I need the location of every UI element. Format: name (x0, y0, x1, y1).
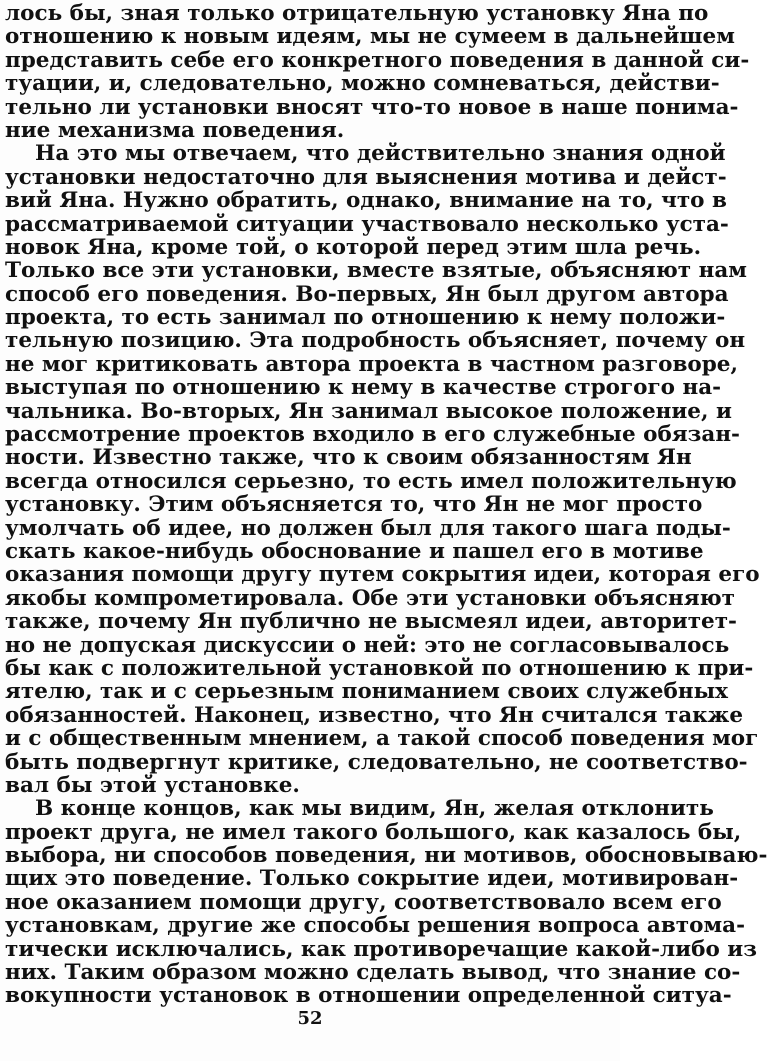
text-line: чальника. Во-вторых, Ян занимал высокое положение, и (5, 398, 732, 424)
text-line: не мог критиковать автора проекта в частном разговоре, (5, 351, 738, 377)
text-line: ное оказанием помощи другу, соответствовало всем его (5, 889, 722, 915)
text-line: также, почему Ян публично не высмеял идеи, авторитет- (5, 609, 737, 635)
text-line: рассматриваемой ситуации участвовало несколько уста- (5, 211, 729, 237)
text-line: умолчать об идее, но должен был для такого шага поды- (5, 515, 731, 541)
text-line: установки недостаточно для выяснения мотива и дейст- (5, 164, 727, 190)
text-line: туации, и, следовательно, можно сомневаться, действи- (5, 71, 720, 97)
text-line: проект друга, не имел такого большого, как казалось бы, (5, 819, 742, 845)
text-line: всегда относился серьезно, то есть имел положительную (5, 468, 737, 494)
text-line: новок Яна, кроме той, о которой перед этим шла речь. (5, 234, 702, 260)
text-line: вокупности установок в отношении определенной ситуа- (5, 983, 732, 1009)
text-line: выбора, ни способов поведения, ни мотивов, обосновываю- (5, 843, 767, 869)
text-line: выступая по отношению к нему в качестве строгого на- (5, 375, 722, 401)
text-line: ние механизма поведения. (5, 117, 345, 143)
text-line: ятелю, так и с серьезным пониманием своих служебных (5, 679, 728, 705)
text-line: лось бы, зная только отрицательную установку Яна по (5, 1, 709, 26)
text-line: тически исключались, как противоречащие какой-либо из (5, 936, 757, 962)
text-line: вий Яна. Нужно обратить, однако, внимание на то, что в (5, 188, 727, 214)
text-line: установкам, другие же способы решения вопроса автома- (5, 913, 745, 939)
body-text (5, 1, 767, 1009)
text-line: щих это поведение. Только сокрытие идеи, мотивирован- (5, 866, 739, 892)
text-line: тельно ли установки вносят что-то новое в наше понима- (5, 94, 739, 120)
text-line: якобы компрометировала. Обе эти установки объясняют (5, 585, 736, 611)
text-line: и с общественным мнением, а такой способ поведения мог (5, 726, 759, 752)
text-line: оказания помощи другу путем сокрытия идеи, которая его (5, 562, 760, 588)
text-line: На это мы отвечаем, что действительно знания одной (35, 141, 726, 167)
text-line: обязанностей. Наконец, известно, что Ян считался также (5, 702, 744, 728)
text-line: проекта, то есть занимал по отношению к нему положи- (5, 305, 726, 331)
text-line: представить себе его конкретного поведения в данной си- (5, 47, 750, 73)
text-line: Только все эти установки, вместе взятые, объясняют нам (5, 258, 747, 284)
text-line: бы как с положительной установкой по отношению к при- (5, 655, 754, 681)
text-line: вал бы этой установке. (5, 772, 300, 798)
text-line: но не допуская дискуссии о ней: это не согласовывалось (5, 632, 730, 658)
text-line: быть подвергнут критике, следовательно, не соответство- (5, 749, 748, 775)
text-line: отношению к новым идеям, мы не сумеем в дальнейшем (5, 24, 735, 50)
text-line: способ его поведения. Во-первых, Ян был другом автора (5, 281, 729, 307)
text-line: В конце концов, как мы видим, Ян, желая отклонить (35, 796, 714, 822)
text-line: рассмотрение проектов входило в его служебные обязан- (5, 422, 740, 448)
text-line: установку. Этим объясняется то, что Ян не мог просто (5, 492, 703, 518)
page-number: 52 (297, 1008, 323, 1029)
text-line: ности. Известно также, что к своим обязанностям Ян (5, 445, 692, 471)
text-line: скать какое-нибудь обоснование и пашел его в мотиве (5, 538, 704, 564)
text-line: них. Таким образом можно сделать вывод, что знание со- (5, 960, 741, 986)
text-line: тельную позицию. Эта подробность объясняет, почему он (5, 328, 746, 354)
